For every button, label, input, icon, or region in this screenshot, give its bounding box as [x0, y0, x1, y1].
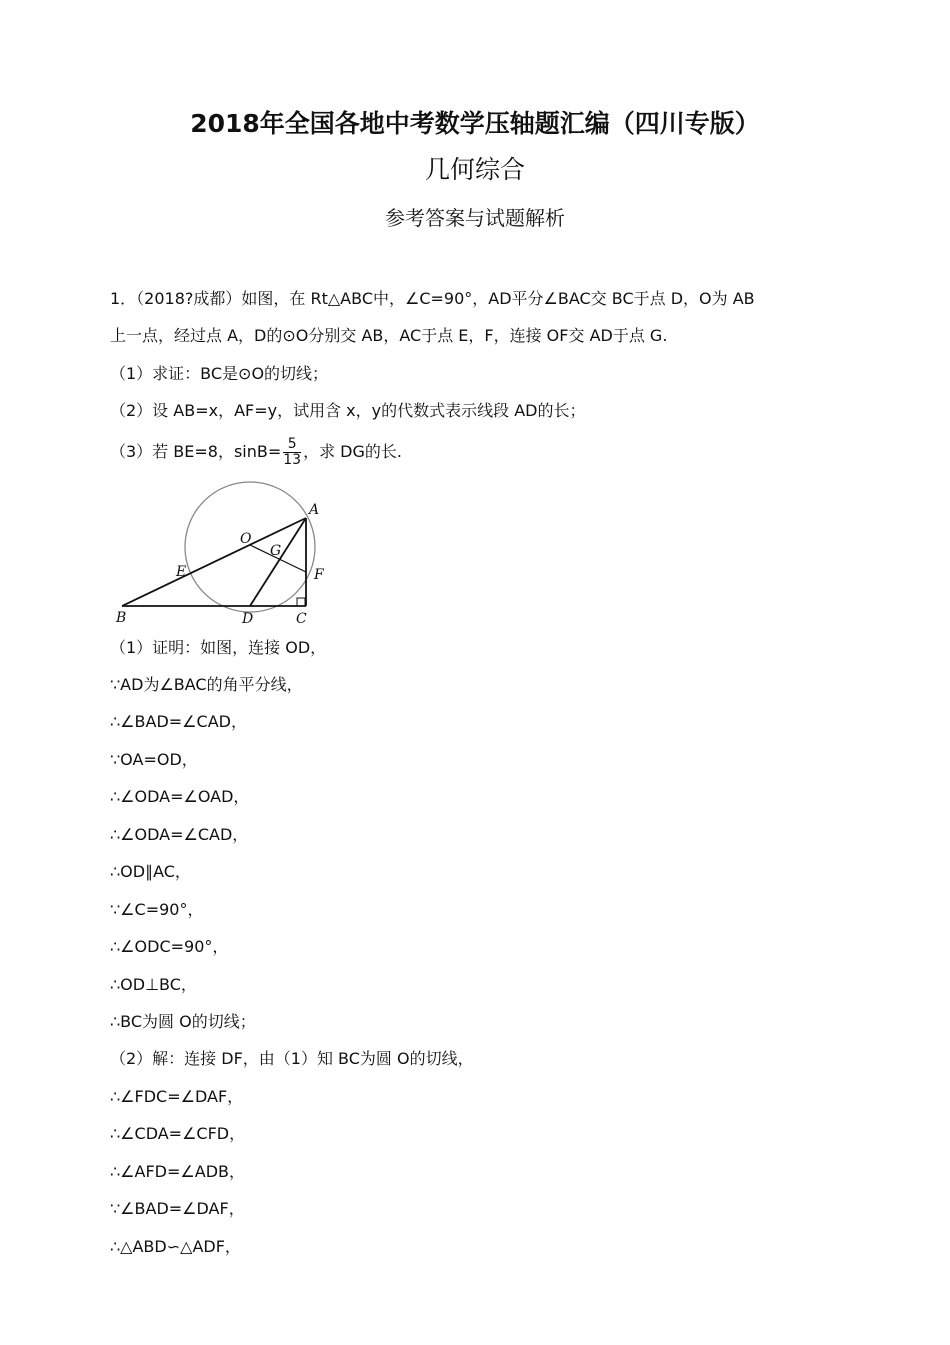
problem-part-3: [110, 437, 402, 468]
solution-line: （1）证明：如图，连接 OD，: [110, 638, 327, 657]
solution-line: ∴∠ODA=∠CAD，: [110, 825, 249, 844]
fraction-denominator: 13: [283, 452, 302, 468]
part-3-prefix: （3）若 BE=8，sinB=: [110, 442, 282, 461]
sinb-fraction: [283, 437, 301, 468]
problem-statement-line-1: 1．（2018?成都）如图，在 Rt△ABC中，∠C=90°，AD平分∠BAC交 BC于点 D，O为 AB: [110, 289, 755, 308]
solution-line: ∴△ABD∽△ADF，: [110, 1237, 241, 1256]
right-angle-mark: [297, 598, 305, 606]
problem-statement-line-2: 上一点，经过点 A，D的⊙O分别交 AB，AC于点 E，F，连接 OF交 AD于点 G.: [110, 326, 668, 345]
solution-line: （2）解：连接 DF，由（1）知 BC为圆 O的切线，: [110, 1049, 474, 1068]
section-heading: 参考答案与试题解析: [385, 206, 565, 230]
part-3-suffix: ，求 DG的长.: [303, 442, 402, 461]
label-f: F: [314, 567, 324, 583]
label-g: G: [270, 543, 282, 559]
label-d: D: [242, 611, 254, 627]
solution-line: ∴∠AFD=∠ADB，: [110, 1162, 245, 1181]
solution-line: ∴∠ODA=∠OAD，: [110, 787, 250, 806]
solution-line: ∴∠CDA=∠CFD，: [110, 1124, 246, 1143]
solution-line: ∴∠BAD=∠CAD，: [110, 712, 247, 731]
solution-line: ∵AD为∠BAC的角平分线，: [110, 675, 303, 694]
geometry-figure: [108, 475, 338, 630]
label-o: O: [240, 531, 252, 547]
solution-line: ∴OD⊥BC，: [110, 975, 197, 994]
document-title: 2018年全国各地中考数学压轴题汇编（四川专版）: [190, 109, 760, 138]
solution-line: ∵∠BAD=∠DAF，: [110, 1199, 245, 1218]
solution-line: ∴OD∥AC，: [110, 862, 191, 881]
label-b: B: [116, 610, 127, 626]
solution-line: ∵∠C=90°，: [110, 900, 204, 919]
fraction-numerator: 5: [283, 437, 301, 453]
problem-part-1: （1）求证：BC是⊙O的切线；: [110, 364, 329, 383]
problem-part-2: （2）设 AB=x，AF=y，试用含 x，y的代数式表示线段 AD的长；: [110, 401, 586, 420]
document-subtitle: 几何综合: [424, 155, 525, 184]
solution-line: ∵OA=OD，: [110, 750, 198, 769]
label-a: A: [309, 502, 320, 518]
circle-o: [185, 482, 315, 612]
label-c: C: [296, 611, 307, 627]
solution-line: ∴BC为圆 O的切线；: [110, 1012, 256, 1031]
solution-line: ∴∠FDC=∠DAF，: [110, 1087, 244, 1106]
solution-line: ∴∠ODC=90°，: [110, 937, 229, 956]
label-e: E: [176, 564, 187, 580]
